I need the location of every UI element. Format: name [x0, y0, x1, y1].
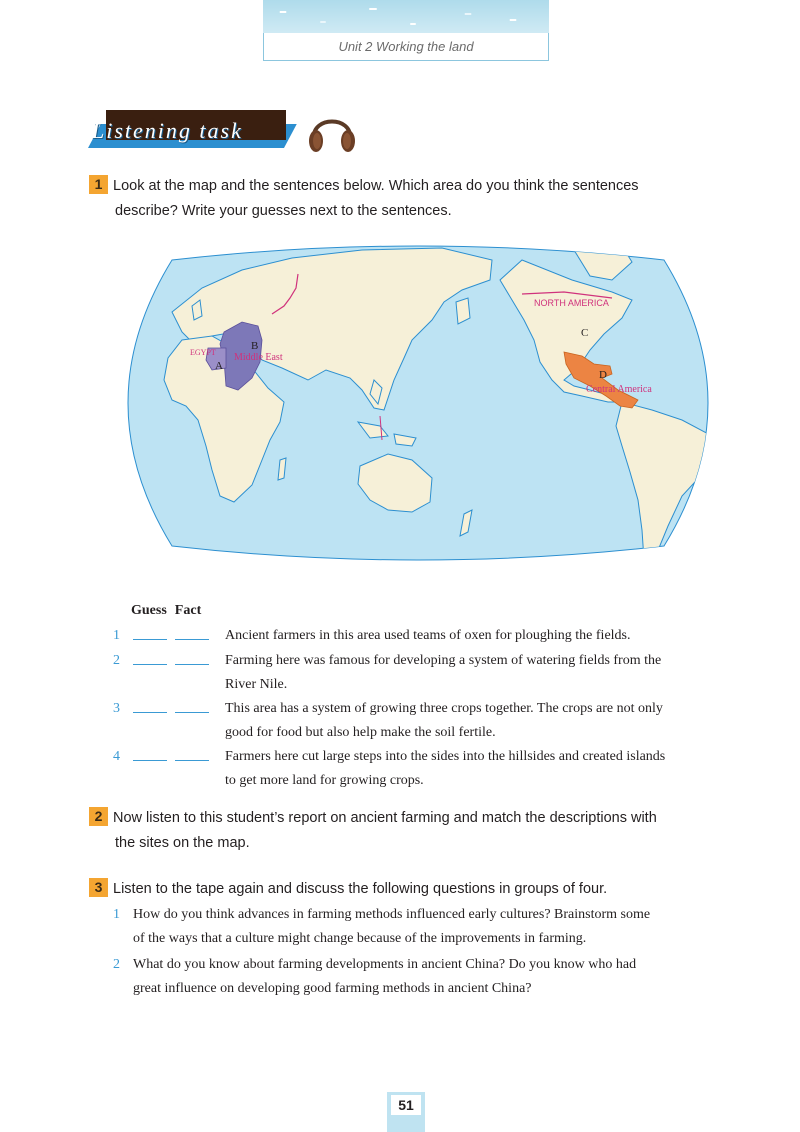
- header-decoration: [263, 0, 549, 33]
- label-egypt: EGYPT: [190, 348, 216, 357]
- table-row: [113, 624, 733, 648]
- row-text: [225, 745, 733, 793]
- question-item: [113, 903, 733, 951]
- section-banner: [88, 110, 286, 152]
- fact-header: Fact: [174, 603, 202, 618]
- question-line-1: What do you know about farming developments in ancient China? Do you know who had: [133, 957, 637, 972]
- task-number-badge: 2: [89, 807, 108, 826]
- question-number: 2: [113, 957, 120, 972]
- question-line-2: of the ways that a culture might change because of the improvements in farming.: [133, 931, 587, 946]
- guess-blank[interactable]: [133, 639, 167, 640]
- label-north-america: NORTH AMERICA: [534, 298, 609, 308]
- row-number: 3: [113, 701, 120, 716]
- label-a: A: [215, 360, 223, 372]
- row-text-line-2: to get more land for growing crops.: [225, 773, 424, 788]
- question-line-1: How do you think advances in farming methods influenced early cultures? Brainstorm some: [133, 907, 651, 922]
- row-text-line-2: good for food but also help make the soil fertile.: [225, 725, 496, 740]
- question-text: [133, 903, 733, 951]
- label-central-america: Central America: [586, 384, 652, 395]
- page-number: 51: [391, 1095, 421, 1115]
- label-c: C: [581, 327, 589, 339]
- guess-blank[interactable]: [133, 664, 167, 665]
- table-row: [113, 745, 733, 793]
- row-text-line-1: This area has a system of growing three crops together. The crops are not only: [225, 701, 663, 716]
- label-middle-east: Middle East: [234, 352, 283, 363]
- row-text: Ancient farmers in this area used teams of oxen for ploughing the fields.: [225, 628, 631, 643]
- row-text-line-1: Farmers here cut large steps into the sides into the hillsides and created islands: [225, 749, 666, 764]
- row-text: [225, 649, 733, 697]
- fact-blank[interactable]: [175, 639, 209, 640]
- task-number-badge: 3: [89, 878, 108, 897]
- fact-blank[interactable]: [175, 664, 209, 665]
- task-3-line-1: Listen to the tape again and discuss the following questions in groups of four.: [113, 881, 608, 897]
- label-b: B: [251, 340, 259, 352]
- row-text-line-1: Farming here was famous for developing a system of watering fields from the: [225, 653, 662, 668]
- headphones-icon: [306, 108, 358, 156]
- question-item: [113, 953, 733, 1001]
- page-number-tab: [387, 1092, 425, 1132]
- task-2-line-1: Now listen to this student’s report on ancient farming and match the descriptions with: [113, 810, 657, 826]
- fact-blank[interactable]: [175, 712, 209, 713]
- section-title: Listening task: [92, 118, 243, 143]
- task-1: [89, 174, 739, 224]
- row-number: 2: [113, 653, 120, 668]
- task-1-line-2: describe? Write your guesses next to the sentences.: [115, 203, 452, 219]
- unit-title: Unit 2 Working the land: [263, 33, 549, 61]
- task-2: [89, 806, 739, 856]
- guess-blank[interactable]: [133, 760, 167, 761]
- row-text-line-2: River Nile.: [225, 677, 288, 692]
- world-map: [112, 240, 724, 566]
- question-line-2: great influence on developing good farming methods in ancient China?: [133, 981, 532, 996]
- guess-blank[interactable]: [133, 712, 167, 713]
- table-row: [113, 697, 733, 745]
- fact-blank[interactable]: [175, 760, 209, 761]
- row-number: 4: [113, 749, 120, 764]
- guess-fact-header: [131, 603, 209, 619]
- label-d: D: [599, 369, 607, 381]
- question-number: 1: [113, 907, 120, 922]
- question-text: [133, 953, 733, 1001]
- guess-header: Guess: [131, 603, 167, 618]
- row-number: 1: [113, 628, 120, 643]
- row-text: [225, 697, 733, 745]
- task-3: [89, 877, 739, 902]
- table-row: [113, 649, 733, 697]
- task-1-line-1: Look at the map and the sentences below. Which area do you think the sentences: [113, 178, 639, 194]
- task-2-line-2: the sites on the map.: [115, 835, 250, 851]
- task-number-badge: 1: [89, 175, 108, 194]
